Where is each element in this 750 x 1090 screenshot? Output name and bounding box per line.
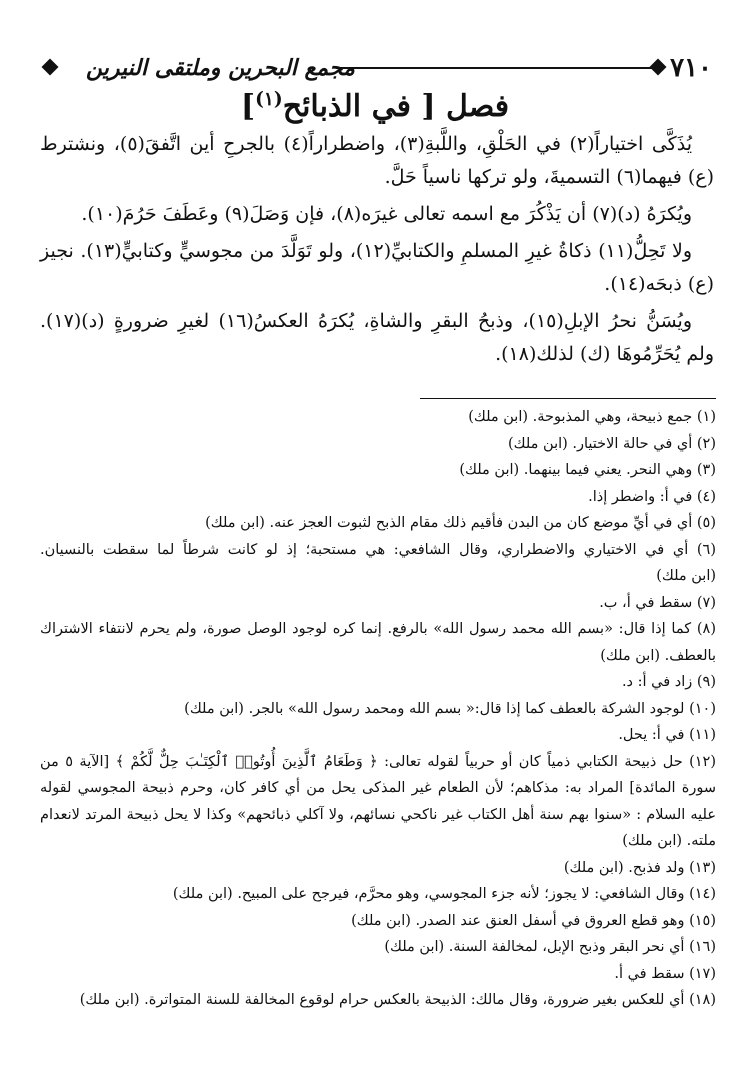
footnote — [40, 404, 716, 431]
footnote — [40, 484, 716, 511]
footnote-number: (٥) — [696, 515, 716, 531]
diamond-ornament-icon — [42, 59, 59, 76]
footnote-number: (١١) — [689, 727, 716, 743]
paragraph: ويُسَنُّ نحرُ الإبلِ(١٥)، وذبحُ البقرِ والشاةِ، يُكرَهُ العكسُ(١٦) لغيرِ ضرورةٍ (د)(١٧). ولم يُحَرِّمُوهَا (ك) لذلك(١٨). — [40, 310, 714, 365]
footnote — [40, 431, 716, 458]
footnote-text: سقط في أ، ب. — [599, 594, 693, 611]
footnote — [40, 537, 716, 590]
section-title-text: فصل [ في الذبائح — [282, 89, 510, 124]
footnote-text: وهي النحر. يعني فيما بينهما. — [523, 462, 693, 478]
footnote — [40, 590, 716, 617]
footnote-source: (ابن ملك) — [468, 409, 529, 425]
main-text — [40, 128, 714, 375]
footnote-number: (٢) — [696, 435, 716, 452]
footnote-text: أي للعكس بغير ضرورة، وقال مالك: الذبيحة بالعكس حرام لوقوع المخالفة للسنة المتواترة. — [144, 992, 685, 1008]
page-number: ٧١٠ — [670, 53, 712, 83]
footnote-number: (١٤) — [689, 886, 716, 902]
book-title: مجمع البحرين وملتقى النيرين — [86, 55, 355, 81]
footnote — [40, 696, 716, 723]
footnote-number: (٩) — [696, 674, 716, 690]
footnote-number: (٣) — [696, 462, 716, 478]
footnote-text: وهو قطع العروق في أسفل العنق عند الصدر. — [415, 912, 685, 929]
footnote-text: أي في حالة الاختيار. — [572, 435, 693, 452]
footnote-number: (١٢) — [689, 753, 717, 770]
footnote — [40, 457, 716, 484]
footnote-number: (٧) — [696, 594, 716, 611]
paragraph: يُذَكَّى اختياراً(٢) في الحَلْقِ، واللَّبةِ(٣)، واضطراراً(٤) بالجرحِ أين اتَّفقَ(٥)، ونشترط (ع) فيهما(٦) التسميةَ، ولو تركها ناسياً حَلَّ. — [40, 133, 714, 188]
footnote — [40, 934, 716, 961]
footnote-number: (١٣) — [689, 859, 716, 876]
footnote-number: (١٧) — [689, 965, 716, 982]
footnote-number: (١٦) — [689, 939, 716, 955]
paragraph: ويُكرَهُ (د)(٧) أن يَذْكُرَ مع اسمه تعالى غيرَه(٨)، فإن وَصَلَ(٩) وعَطَفَ حَرُمَ(١٠). — [81, 203, 692, 225]
footnote-text: جمع ذبيحة، وهي المذبوحة. — [532, 409, 693, 425]
footnote-text: حل ذبيحة الكتابي ذمياً كان أو حربياً لقوله تعالى: ﴿ وَطَعَامُ ٱلَّذِينَ أُوتُوا۟ ٱلْكِتَـٰبَ حِلٌّ لَّكُمْ ﴾ [الآية ٥ من سورة المائدة] المراد به: مذكاهم؛ لأن الطعام غير المذكى يحل من أي كافر كان، وحرم ذبيحة المجوسي لقوله عليه السلام : «سنوا بهم سنة أهل الكتاب غير ناكحي نسائهم، ولا آكلي ذبائحهم» وكذا لا يحل ذبيحة المرتد لانعدام ملته. — [40, 753, 716, 849]
footnote-source: (ابن ملك) — [622, 833, 683, 849]
footnote — [40, 749, 716, 855]
footnote-number: (١٨) — [689, 992, 716, 1008]
footnote-source: (ابن ملك) — [205, 515, 265, 531]
footnote-text: في أ: واضطر إذا. — [588, 488, 693, 505]
footnote-text: وقال الشافعي: لا يجوز؛ لأنه جزء المجوسي، وهو محرَّم، فيرجح على المبيح. — [237, 886, 685, 902]
footnote-source: (ابن ملك) — [600, 647, 660, 664]
footnote-source: (ابن ملك) — [184, 700, 244, 717]
footnote-text: أي في الاختياري والاضطراري، وقال الشافعي: هي مستحبة؛ إذ لو كانت شرطاً لما سقطت بالنسيان. — [40, 541, 689, 558]
header-rule — [336, 67, 652, 69]
footnote — [40, 961, 716, 988]
footnote-text: ولد فذبح. — [628, 859, 685, 876]
footnote-number: (٦) — [696, 541, 717, 558]
section-title — [0, 86, 750, 128]
footnotes — [40, 404, 716, 1014]
footnote-source: (ابن ملك) — [563, 859, 624, 876]
footnote-source: (ابن ملك) — [459, 462, 520, 478]
footnote — [40, 510, 716, 537]
footnote — [40, 616, 716, 669]
footnote-text: أي في أيِّ موضع كان من البدن فأقيم ذلك مقام الذبح لثبوت العجز عنه. — [269, 515, 693, 531]
diamond-ornament-icon — [650, 59, 667, 76]
footnote — [40, 669, 716, 696]
section-title-close: ] — [240, 89, 256, 124]
footnote — [40, 881, 716, 908]
footnote-source: (ابن ملك) — [79, 992, 140, 1008]
footnote-number: (١٠) — [689, 700, 716, 717]
section-title-ref: (١) — [255, 89, 283, 110]
footnote-number: (١٥) — [689, 912, 716, 929]
footnote-source: (ابن ملك) — [384, 939, 445, 955]
footnote-source: (ابن ملك) — [656, 568, 716, 584]
footnote-number: (٤) — [696, 488, 716, 505]
page-header — [36, 50, 712, 86]
footnote-text: لوجود الشركة بالعطف كما إذا قال:« بسم الله ومحمد رسول الله» بالجر. — [248, 700, 685, 717]
footnote-text: كما إذا قال: «بسم الله محمد رسول الله» بالرفع. إنما كره لوجود الوصل صورة، ولم يحرم لانتفاء الاشتراك بالعطف. — [40, 621, 716, 664]
footnote-source: (ابن ملك) — [351, 912, 411, 929]
footnote-number: (١) — [696, 409, 716, 425]
footnote — [40, 722, 716, 749]
paragraph: ولا تَحِلُّ(١١) ذكاةُ غيرِ المسلمِ والكتابيِّ(١٢)، ولو تَوَلَّدَ من مجوسيٍّ وكتابيٍّ(١٣). نجيز (ع) ذبحَه(١٤). — [40, 240, 714, 295]
footnote-text: في أ: يحل. — [618, 727, 685, 743]
footnote-divider — [420, 398, 716, 399]
footnote-text: زاد في أ: د. — [621, 674, 693, 690]
footnote-source: (ابن ملك) — [507, 435, 568, 452]
footnote-text: سقط في أ. — [614, 965, 685, 982]
footnote — [40, 987, 716, 1014]
footnote-source: (ابن ملك) — [172, 886, 233, 902]
footnote-text: أي نحر البقر وذبح الإبل، لمخالفة السنة. — [448, 939, 685, 955]
footnote — [40, 908, 716, 935]
footnote-number: (٨) — [696, 621, 716, 637]
footnote — [40, 855, 716, 882]
